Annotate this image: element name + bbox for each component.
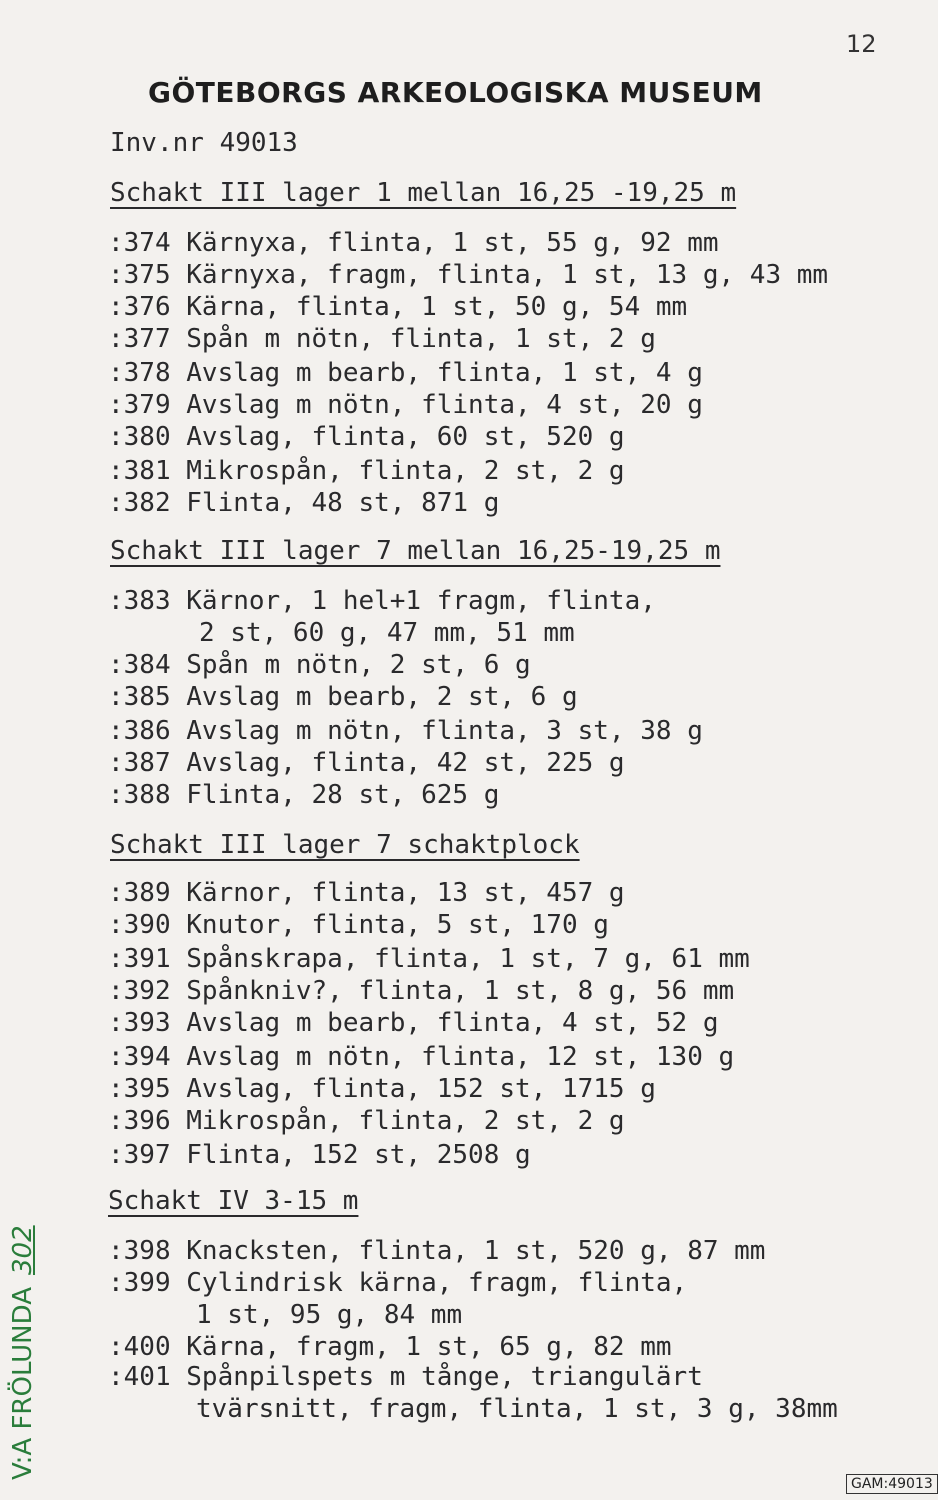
item-text: Avslag m nötn, flinta, 12 st, 130 g <box>186 1042 735 1072</box>
list-item <box>108 488 499 518</box>
item-number: :375 <box>108 260 171 290</box>
item-number: :397 <box>108 1140 171 1170</box>
item-number: :376 <box>108 292 171 322</box>
list-item <box>108 390 703 420</box>
item-text: Knacksten, flinta, 1 st, 520 g, 87 mm <box>186 1236 766 1266</box>
item-text: Avslag, flinta, 152 st, 1715 g <box>186 1074 656 1104</box>
item-text: Kärnyxa, fragm, flinta, 1 st, 13 g, 43 mm <box>186 260 829 290</box>
item-text: Avslag m nötn, flinta, 3 st, 38 g <box>186 716 703 746</box>
item-text: Avslag, flinta, 60 st, 520 g <box>186 422 625 452</box>
item-text: Kärnyxa, flinta, 1 st, 55 g, 92 mm <box>186 228 719 258</box>
item-number: :382 <box>108 488 171 518</box>
list-item <box>108 716 703 746</box>
item-text: Flinta, 28 st, 625 g <box>186 780 500 810</box>
item-text: Avslag m bearb, flinta, 1 st, 4 g <box>186 358 703 388</box>
item-number: :374 <box>108 228 171 258</box>
item-text: Avslag, flinta, 42 st, 225 g <box>186 748 625 778</box>
item-number: :383 <box>108 586 171 616</box>
site-label <box>8 1225 38 1480</box>
item-number: :400 <box>108 1332 171 1362</box>
list-item <box>108 1106 625 1136</box>
list-item <box>108 324 656 354</box>
list-item <box>108 910 609 940</box>
item-number: :389 <box>108 878 171 908</box>
list-item <box>108 456 625 486</box>
list-item <box>108 1140 531 1170</box>
page-number: 12 <box>846 30 877 58</box>
list-item <box>108 1332 672 1362</box>
item-continuation: 2 st, 60 g, 47 mm, 51 mm <box>199 618 575 648</box>
list-item <box>108 1008 719 1038</box>
item-text: Avslag m bearb, 2 st, 6 g <box>186 682 578 712</box>
item-number: :385 <box>108 682 171 712</box>
item-number: :390 <box>108 910 171 940</box>
item-number: :398 <box>108 1236 171 1266</box>
item-text: Mikrospån, flinta, 2 st, 2 g <box>186 1106 625 1136</box>
list-item <box>108 1236 765 1266</box>
inventory-number: Inv.nr 49013 <box>110 128 298 158</box>
list-item <box>108 586 656 616</box>
list-item <box>108 780 499 810</box>
item-text: Spånkniv?, flinta, 1 st, 8 g, 56 mm <box>186 976 735 1006</box>
list-item <box>108 1268 687 1298</box>
list-item <box>108 1074 656 1104</box>
item-number: :387 <box>108 748 171 778</box>
section-heading: Schakt III lager 7 schaktplock <box>110 830 580 860</box>
item-text: Kärnor, flinta, 13 st, 457 g <box>186 878 625 908</box>
item-number: :378 <box>108 358 171 388</box>
item-number: :394 <box>108 1042 171 1072</box>
item-continuation: tvärsnitt, fragm, flinta, 1 st, 3 g, 38mm <box>196 1394 838 1424</box>
item-text: Knutor, flinta, 5 st, 170 g <box>186 910 609 940</box>
item-text: Kärna, fragm, 1 st, 65 g, 82 mm <box>186 1332 672 1362</box>
site-name: V:A FRÖLUNDA <box>8 1287 38 1480</box>
item-text: Spån m nötn, 2 st, 6 g <box>186 650 531 680</box>
list-item <box>108 682 578 712</box>
item-number: :393 <box>108 1008 171 1038</box>
list-item <box>108 1042 734 1072</box>
item-text: Avslag m nötn, flinta, 4 st, 20 g <box>186 390 703 420</box>
item-text: Mikrospån, flinta, 2 st, 2 g <box>186 456 625 486</box>
item-number: :386 <box>108 716 171 746</box>
item-text: Spånpilspets m tånge, triangulärt <box>186 1362 703 1392</box>
list-item <box>108 878 625 908</box>
list-item <box>108 228 719 258</box>
item-number: :399 <box>108 1268 171 1298</box>
item-text: Cylindrisk kärna, fragm, flinta, <box>186 1268 688 1298</box>
item-continuation: 1 st, 95 g, 84 mm <box>196 1300 463 1330</box>
section-heading: Schakt III lager 1 mellan 16,25 -19,25 m <box>110 178 737 208</box>
item-number: :395 <box>108 1074 171 1104</box>
archive-stamp: GAM:49013 <box>846 1474 938 1494</box>
item-text: Flinta, 48 st, 871 g <box>186 488 500 518</box>
item-number: :384 <box>108 650 171 680</box>
section-heading: Schakt IV 3-15 m <box>108 1186 359 1216</box>
item-number: :379 <box>108 390 171 420</box>
item-text: Kärna, flinta, 1 st, 50 g, 54 mm <box>186 292 688 322</box>
item-number: :380 <box>108 422 171 452</box>
list-item <box>108 748 625 778</box>
list-item <box>108 976 734 1006</box>
section-heading: Schakt III lager 7 mellan 16,25-19,25 m <box>110 536 721 566</box>
site-number: 302 <box>8 1225 38 1276</box>
list-item <box>108 650 531 680</box>
item-text: Flinta, 152 st, 2508 g <box>186 1140 531 1170</box>
museum-title: GÖTEBORGS ARKEOLOGISKA MUSEUM <box>148 76 763 109</box>
item-number: :396 <box>108 1106 171 1136</box>
item-number: :391 <box>108 944 171 974</box>
item-number: :377 <box>108 324 171 354</box>
item-number: :401 <box>108 1362 171 1392</box>
item-text: Kärnor, 1 hel+1 fragm, flinta, <box>186 586 656 616</box>
item-number: :381 <box>108 456 171 486</box>
list-item <box>108 1362 703 1392</box>
list-item <box>108 422 625 452</box>
item-text: Spån m nötn, flinta, 1 st, 2 g <box>186 324 656 354</box>
item-number: :388 <box>108 780 171 810</box>
item-text: Avslag m bearb, flinta, 4 st, 52 g <box>186 1008 719 1038</box>
item-number: :392 <box>108 976 171 1006</box>
list-item <box>108 358 703 388</box>
list-item <box>108 260 828 290</box>
item-text: Spånskrapa, flinta, 1 st, 7 g, 61 mm <box>186 944 750 974</box>
list-item <box>108 292 687 322</box>
list-item <box>108 944 750 974</box>
